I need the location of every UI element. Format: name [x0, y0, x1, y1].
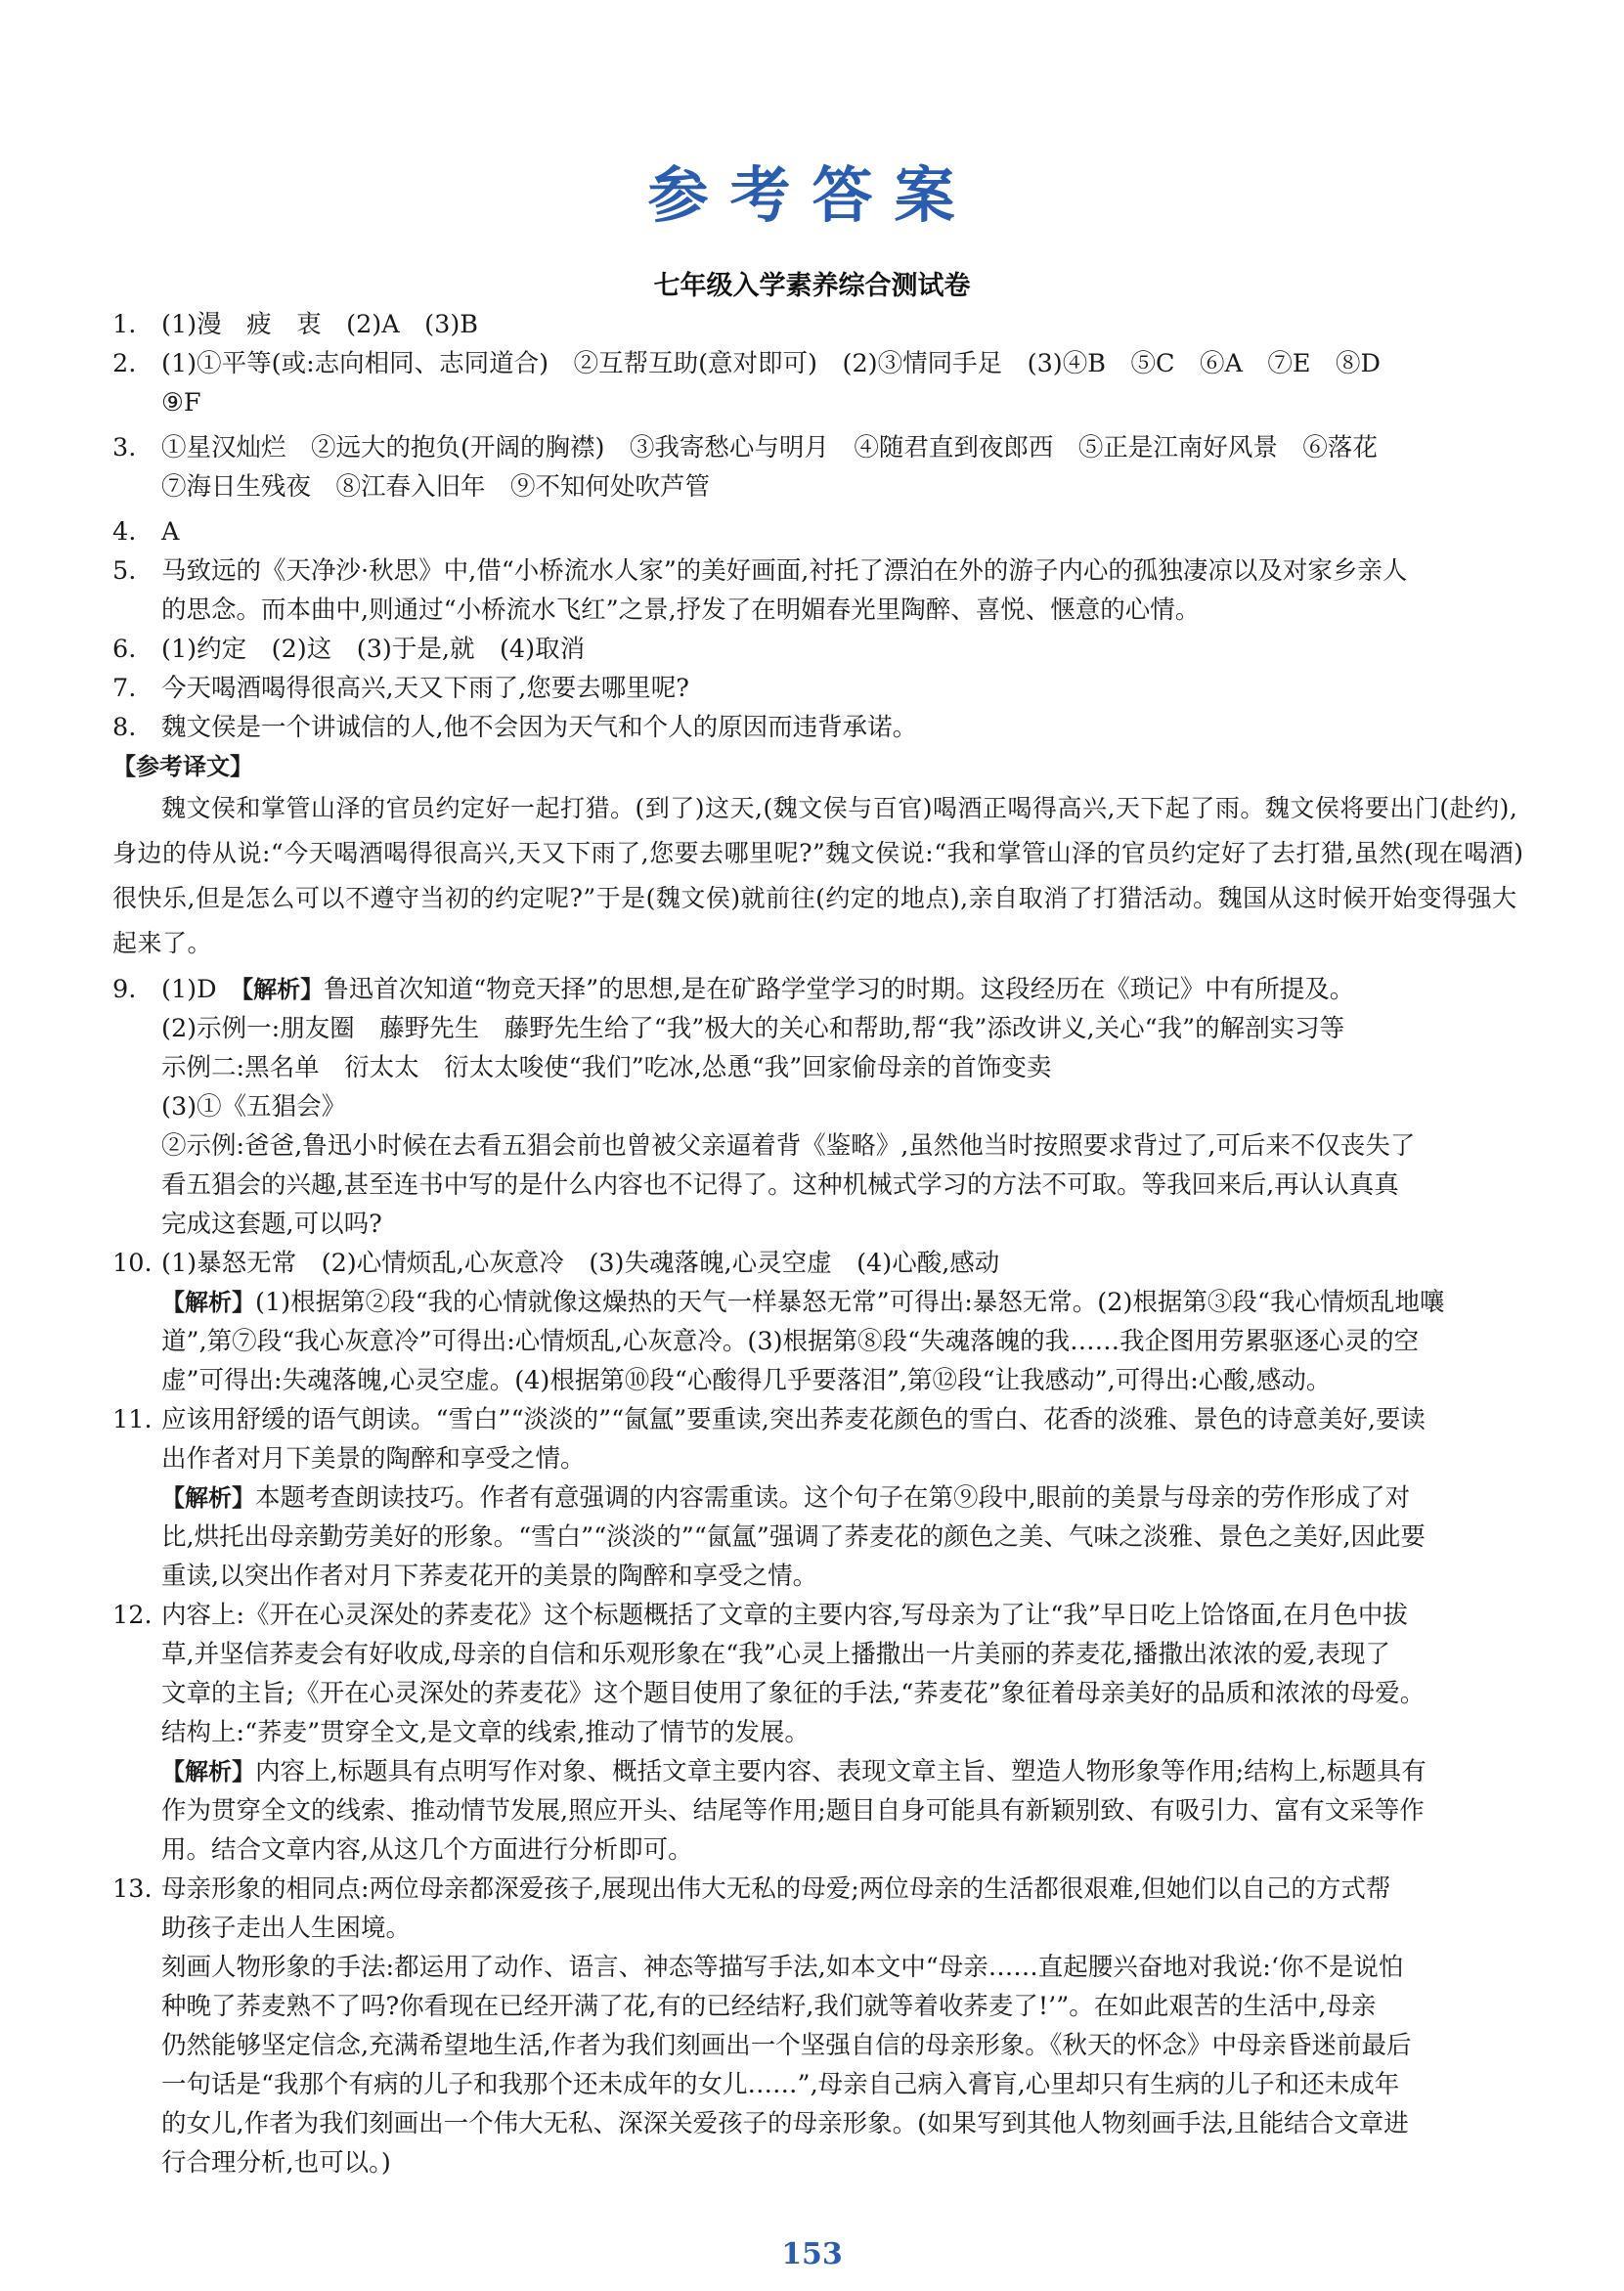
item-text: 虚”可得出:失魂落魄,心灵空虚。(4)根据第⑩段“心酸得几乎要落泪”,第⑫段“让我感动”,可得出:心酸,感动。 [161, 1366, 1332, 1395]
answer-item [112, 1870, 1535, 2182]
item-text: (1)约定 (2)这 (3)于是,就 (4)取消 [161, 635, 586, 664]
translation-text: 魏文侯和掌管山泽的官员约定好一起打猎。(到了)这天,(魏文侯与百官)喝酒正喝得高兴,天下起了雨。魏文侯将要出门(赴约),身边的侍从说:“今天喝酒喝得很高兴,天又下雨了,您要去哪里呢?”魏文侯说:“我和掌管山泽的官员约定好了去打猎,虽然(现在喝酒)很快乐,但是怎么可以不遵守当初的约定呢?”于是(魏文侯)就前往(约定的地点),亲自取消了打猎活动。魏国从这时候开始变得强大起来了。 [112, 794, 1524, 957]
item-line [161, 1283, 1535, 1322]
answer-item [112, 708, 1535, 747]
item-body [161, 1400, 1535, 1596]
item-text: ②示例:爸爸,鲁迅小时候在去看五猖会前也曾被父亲逼着背《鉴略》,虽然他当时按照要求背过了,可后来不仅丧失了 [161, 1131, 1416, 1161]
item-text: (1)根据第②段“我的心情就像这燥热的天气一样暴怒无常”可得出:暴怒无常。(2)根据第③段“我心情烦乱地嚷 [255, 1288, 1445, 1317]
item-number: 7. [112, 674, 137, 703]
item-text: 重读,以突出作者对月下荞麦花开的美景的陶醉和享受之情。 [161, 1562, 818, 1591]
item-text: 看五猖会的兴趣,甚至连书中写的是什么内容也不记得了。这种机械式学习的方法不可取。等我回来后,再认认真真 [161, 1170, 1399, 1200]
item-text: A [161, 517, 180, 547]
item-number: 12. [112, 1601, 153, 1630]
answer-item [112, 630, 1535, 669]
item-text: 种晚了荞麦熟不了吗?你看现在已经开满了花,有的已经结籽,我们就等着收荞麦了!’”。在如此艰苦的生活中,母亲 [161, 1992, 1377, 2021]
item-text: ⑦海日生残夜 ⑧江春入旧年 ⑨不知何处吹芦管 [161, 472, 711, 502]
item-body [161, 344, 1535, 422]
item-body [161, 970, 1535, 1244]
item-text: (1)暴怒无常 (2)心情烦乱,心灰意冷 (3)失魂落魄,心灵空虚 (4)心酸,感动 [161, 1249, 1000, 1278]
item-text: 文章的主旨;《开在心灵深处的荞麦花》这个题目使用了象征的手法,“荞麦花”象征着母亲美好的品质和浓浓的母爱。 [161, 1679, 1426, 1708]
item-text: 道”,第⑦段“我心灰意冷”可得出:心情烦乱,心灰意冷。(3)根据第⑧段“失魂落魄的我……我企图用劳累驱逐心灵的空 [161, 1327, 1420, 1356]
answer-item [112, 1596, 1535, 1870]
item-number: 2. [112, 349, 137, 378]
item-text: 内容上,标题具有点明写作对象、概括文章主要内容、表现文章主旨、塑造人物形象等作用;结构上,标题具有 [255, 1757, 1426, 1786]
item-body [161, 551, 1535, 630]
item-text: 用。结合文章内容,从这几个方面进行分析即可。 [161, 1835, 693, 1865]
item-text: 马致远的《天净沙·秋思》中,借“小桥流水人家”的美好画面,衬托了漂泊在外的游子内心的孤独凄凉以及对家乡亲人 [161, 556, 1408, 586]
page-title: 参考答案 [647, 159, 977, 231]
item-number: 6. [112, 635, 137, 664]
item-number: 1. [112, 310, 137, 339]
item-text: ⑨F [161, 388, 201, 418]
item-text: 完成这套题,可以吗? [161, 1210, 382, 1239]
item-number: 5. [112, 556, 137, 586]
item-body [161, 428, 1535, 507]
item-body [161, 1596, 1535, 1870]
item-text: 比,烘托出母亲勤劳美好的形象。“雪白”“淡淡的”“氤氲”强调了荞麦花的颜色之美、气味之淡雅、景色之美好,因此要 [161, 1522, 1426, 1552]
item-text: 结构上:“荞麦”贯穿全文,是文章的线索,推动了情节的发展。 [161, 1718, 810, 1747]
item-text: 一句话是“我那个有病的儿子和我那个还未成年的女儿……”,母亲自己病入膏肓,心里却只有生病的儿子和还未成年 [161, 2070, 1400, 2099]
answer-item [112, 512, 1535, 551]
item-number: 3. [112, 433, 137, 463]
item-body [161, 1870, 1535, 2182]
item-text: 助孩子走出人生困境。 [161, 1914, 412, 1943]
item-text: 魏文侯是一个讲诚信的人,他不会因为天气和个人的原因而违背承诺。 [161, 713, 918, 742]
item-text: 应该用舒缓的语气朗读。“雪白”“淡淡的”“氤氲”要重读,突出荞麦花颜色的雪白、花香的淡雅、景色的诗意美好,要读 [161, 1405, 1426, 1434]
item-text: 内容上:《开在心灵深处的荞麦花》这个标题概括了文章的主要内容,写母亲为了让“我”早日吃上饸饹面,在月色中拔 [161, 1601, 1408, 1630]
answer-item [112, 428, 1535, 507]
item-text: 行合理分析,也可以。) [161, 2148, 391, 2178]
item-line [161, 970, 1535, 1009]
answer-item [112, 669, 1535, 708]
item-number: 9. [112, 975, 137, 1004]
section-title: 七年级入学素养综合测试卷 [653, 271, 971, 301]
item-body [161, 1244, 1535, 1400]
item-number: 13. [112, 1874, 153, 1904]
item-text: 草,并坚信荞麦会有好收成,母亲的自信和乐观形象在“我”心灵上播撒出一片美丽的荞麦花,播撒出浓浓的爱,表现了 [161, 1640, 1390, 1669]
item-text: (3)①《五猖会》 [161, 1092, 347, 1122]
item-text: 母亲形象的相同点:两位母亲都深爱孩子,展现出伟大无私的母爱;两位母亲的生活都很艰难,但她们以自己的方式帮 [161, 1874, 1391, 1904]
answer-item [112, 1244, 1535, 1400]
item-number: 10. [112, 1249, 153, 1278]
answer-item [112, 305, 1535, 344]
item-text: (1)漫 疲 衷 (2)A (3)B [161, 310, 479, 339]
analysis-tag: 【解析】 [161, 1289, 255, 1316]
item-text: 本题考查朗读技巧。作者有意强调的内容需重读。这个句子在第⑨段中,眼前的美景与母亲的劳作形成了对 [255, 1483, 1411, 1513]
answer-item [112, 551, 1535, 630]
item-number: 4. [112, 517, 137, 547]
analysis-tag: 【解析】 [161, 1484, 255, 1512]
item-text: 示例二:黑名单 衍太太 衍太太唆使“我们”吃冰,怂恿“我”回家偷母亲的首饰变卖 [161, 1053, 1052, 1082]
item-text: (2)示例一:朋友圈 藤野先生 藤野先生给了“我”极大的关心和帮助,帮“我”添改讲义,关心“我”的解剖实习等 [161, 1014, 1345, 1043]
answer-item [112, 1400, 1535, 1596]
item-line [161, 1478, 1535, 1518]
item-text: (1)①平等(或:志向相同、志同道合) ②互帮互助(意对即可) (2)③情同手足 (3)④B ⑤C ⑥A ⑦E ⑧D [161, 349, 1381, 378]
item-text: 今天喝酒喝得很高兴,天又下雨了,您要去哪里呢? [161, 674, 689, 703]
page-number: 153 [781, 2237, 843, 2271]
item-text: 作为贯穿全文的线索、推动情节发展,照应开头、结尾等作用;题目自身可能具有新颖别致、有吸引力、富有文采等作 [161, 1796, 1425, 1826]
answer-item [112, 344, 1535, 422]
item-number: 11. [112, 1405, 153, 1434]
item-text: 的女儿,作者为我们刻画出一个伟大无私、深深关爱孩子的母亲形象。(如果写到其他人物刻画手法,且能结合文章进 [161, 2109, 1409, 2138]
item-text: ①星汉灿烂 ②远大的抱负(开阔的胸襟) ③我寄愁心与明月 ④随君直到夜郎西 ⑤正是江南好风景 ⑥落花 [161, 433, 1378, 463]
item-text: 鲁迅首次知道“物竞天择”的思想,是在矿路学堂学习的时期。这段经历在《琐记》中有所提及。 [324, 975, 1355, 1004]
translation-label: 【参考译文】 [112, 753, 253, 780]
item-text: 刻画人物形象的手法:都运用了动作、语言、神态等描写手法,如本文中“母亲……直起腰兴奋地对我说:‘你不是说怕 [161, 1953, 1404, 1982]
analysis-tag: 【解析】 [161, 1758, 255, 1785]
item-line [161, 1752, 1535, 1791]
item-text: (1)D [161, 975, 242, 1004]
item-text: 仍然能够坚定信念,充满希望地生活,作者为我们刻画出一个坚强自信的母亲形象。《秋天的怀念》中母亲昏迷前最后 [161, 2031, 1412, 2060]
item-text: 的思念。而本曲中,则通过“小桥流水飞红”之景,抒发了在明媚春光里陶醉、喜悦、惬意的心情。 [161, 595, 1201, 625]
answer-content [112, 305, 1535, 2182]
item-number: 8. [112, 713, 137, 742]
analysis-tag: 【解析】 [241, 976, 325, 1003]
answer-item [112, 970, 1535, 1244]
item-text: 出作者对月下美景的陶醉和享受之情。 [161, 1444, 586, 1474]
